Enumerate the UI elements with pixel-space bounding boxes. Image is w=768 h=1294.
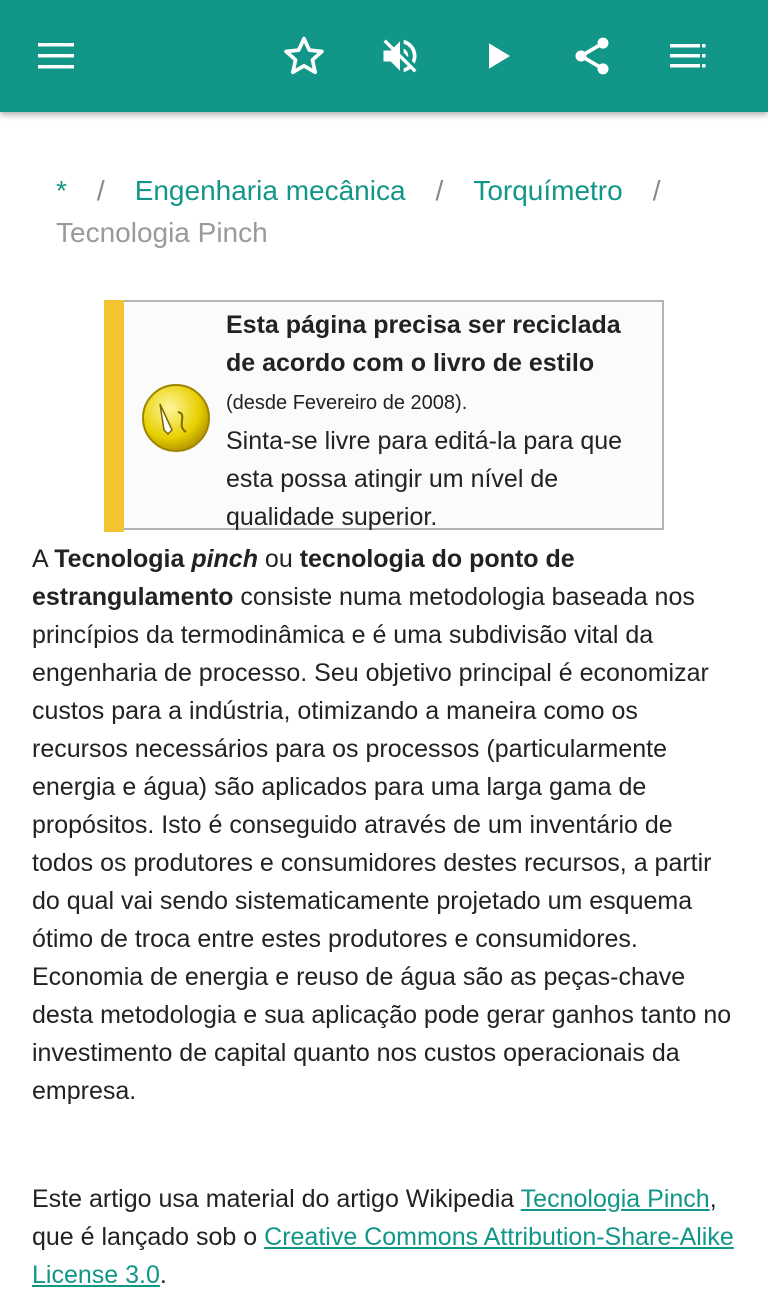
mute-button[interactable] — [372, 28, 428, 84]
breadcrumb-separator: / — [435, 175, 444, 206]
pencil-badge-icon — [140, 382, 212, 454]
favorite-button[interactable] — [276, 28, 332, 84]
share-button[interactable] — [564, 28, 620, 84]
list-icon — [668, 41, 708, 71]
attribution-text-1: Este artigo usa material do artigo Wikipedia — [32, 1185, 521, 1213]
volume-off-icon — [378, 34, 422, 78]
breadcrumb-engenharia-link[interactable]: Engenharia mecânica — [134, 175, 406, 206]
breadcrumb — [56, 170, 716, 254]
cleanup-notice-box — [104, 300, 664, 530]
breadcrumb-home-link[interactable]: * — [56, 175, 67, 206]
breadcrumb-separator: / — [96, 175, 105, 206]
notice-accent-bar — [104, 300, 124, 532]
wikipedia-article-link[interactable]: Tecnologia Pinch — [520, 1185, 710, 1213]
breadcrumb-torquimetro-link[interactable]: Torquímetro — [473, 175, 623, 206]
attribution-paragraph — [32, 1180, 736, 1294]
play-icon — [480, 38, 516, 74]
notice-body-text: Sinta-se livre para editá-la para que esta possa atingir um nível de qualidade superior. — [226, 427, 623, 531]
article-term-pinch: pinch — [191, 545, 258, 573]
article-paragraph — [32, 540, 736, 1110]
notice-bold-text: Esta página precisa ser reciclada de acordo com o livro de estilo — [226, 311, 621, 377]
toc-button[interactable] — [660, 28, 716, 84]
article-prefix: A — [32, 545, 55, 573]
license-link[interactable]: Creative Commons Attribution-Share-Alike License 3.0 — [32, 1223, 734, 1289]
star-outline-icon — [282, 34, 326, 78]
article-term-estrangulamento: tecnologia do ponto de estrangulamento — [32, 545, 575, 611]
share-icon — [570, 34, 614, 78]
attribution-text-2: , que é lançado sob o — [32, 1185, 717, 1251]
attribution-text-3: . — [159, 1261, 167, 1289]
article-term-tecnologia: Tecnologia — [54, 545, 185, 573]
article-connector: ou — [257, 545, 300, 573]
app-toolbar — [0, 0, 768, 112]
menu-button[interactable] — [28, 28, 84, 84]
breadcrumb-separator: / — [652, 175, 661, 206]
play-button[interactable] — [470, 28, 526, 84]
notice-date-text: (desde Fevereiro de 2008). — [226, 392, 468, 414]
article-body-text: consiste numa metodologia baseada nos princípios da termodinâmica e é uma subdivisão vital da engenharia de processo. Seu objetivo principal é economizar custos para a indústria, otimizando a maneira como os recursos necessários para os processos (particularmente energia e água) são aplicados para uma larga gama de propósitos. Isto é conseguido através de um inventário de todos os produtores e consumidores destes recursos, a partir do qual vai sendo sistematicamente projetado um esquema ótimo de troca entre estes produtores e consumidores. Economia de energia e reuso de água são as peças-chave desta metodologia e sua aplicação pode gerar ganhos tanto no investimento de capital quanto nos custos operacionais da empresa. — [32, 583, 732, 1105]
breadcrumb-current-page: Tecnologia Pinch — [56, 217, 268, 248]
hamburger-menu-icon — [36, 41, 76, 71]
notice-text — [226, 306, 656, 536]
